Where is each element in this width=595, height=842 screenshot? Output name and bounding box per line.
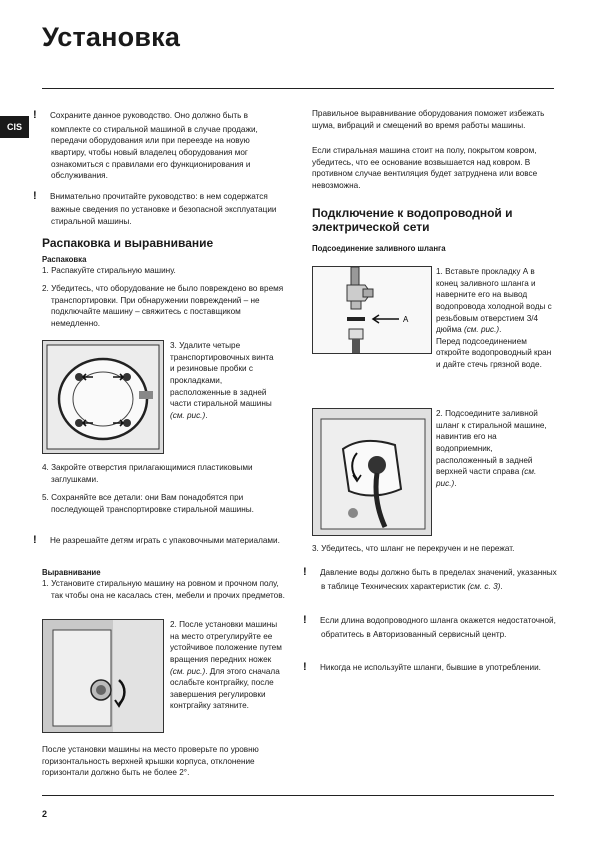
warning-used-hoses: ! Никогда не используйте шланги, бывшие в употреблении. [312, 660, 563, 676]
washer-foot-illustration [43, 620, 163, 732]
unpack-step-2: 2. Убедитесь, что оборудование не было повреждено во время транспортировки. При обнаружении повреждений – не подключайте машину – свяжитесь с поставщиком немедленно. [42, 284, 284, 328]
machine-inlet-illustration [313, 409, 431, 535]
hose-step-3: 3. Убедитесь, что шланг не перекручен и не пережат. [312, 544, 515, 553]
level-heading: Выравнивание [42, 568, 101, 577]
unpack-step-1: 1. Распакуйте стиральную машину. [42, 266, 176, 275]
warning-icon: ! [33, 534, 37, 546]
warning-icon: ! [33, 189, 37, 202]
language-tab: CIS [0, 116, 29, 138]
section-unpack-level: Распаковка и выравнивание [42, 236, 214, 250]
figure-transport-screws [42, 340, 164, 454]
level-step-2: 2. После установки машины на место отрегулируйте ее устойчивое положение путем вращения передних ножек (см. рис.). Для этого сначала ослабьте контргайку, после завершения регулировки контргайку затяните. [170, 620, 282, 711]
footer-rule [42, 795, 554, 796]
washer-a-label: A [403, 315, 409, 324]
unpack-step-3: 3. Удалите четыре транспортировочных винта и резиновые пробки с прокладками, расположенные в задней части стиральной машины (см. рис.). [170, 341, 274, 420]
tap-hose-illustration [313, 267, 431, 353]
level-intro-2: Если стиральная машина стоит на полу, покрытом ковром, убедитесь, что ее основание возвышается над ковром. В противном случае вентиляция будет затруднена или вовсе невозможна. [312, 146, 538, 190]
warning-water-pressure: ! Давление воды должно быть в пределах значений, указанных в таблице Технических характеристик (см. с. 3). [303, 566, 557, 591]
unpack-step-4: 4. Закройте отверстия прилагающимися пластиковыми заглушками. [42, 463, 253, 484]
warning-read-manual: ! Внимательно прочитайте руководство: в нем содержатся важные сведения по установке и безопасной эксплуатации стиральной машины. [33, 189, 277, 227]
page-title: Установка [42, 22, 181, 52]
level-intro-1: Правильное выравнивание оборудования поможет избежать шума, вибраций и смещений во время работы машины. [312, 109, 545, 130]
level-step-1: 1. Установите стиральную машину на ровном и прочном полу, так чтобы она не касалась стен, мебели и прочих предметов. [42, 579, 285, 600]
washer-back-illustration [43, 341, 163, 453]
unpack-heading: Распаковка [42, 255, 87, 264]
figure-adjust-feet [42, 619, 164, 733]
warning-children: ! Не разрешайте детям играть с упаковочными материалами. [42, 533, 291, 549]
page-number: 2 [42, 809, 48, 819]
section-water-connection: Подключение к водопроводной и электрической сети [312, 206, 513, 235]
inlet-hose-heading: Подсоединение заливного шланга [312, 244, 446, 253]
level-note: После установки машины на место проверьте по уровню горизонтальность верхней крышки корпуса, отклонение горизонтали должно быть не более 2°. [42, 745, 259, 778]
warning-icon: ! [33, 109, 37, 121]
hose-step-2: 2. Подсоедините заливной шланг к стиральной машине, навинтив его на водоприемник, расположенный в задней верхней части справа (см. рис.). [436, 409, 547, 488]
figure-hose-tap [312, 266, 432, 354]
figure-hose-machine [312, 408, 432, 536]
left-column [33, 108, 282, 228]
warning-keep-manual: ! Сохраните данное руководство. Оно должно быть в комплекте со стиральной машиной в случае продажи, передачи оборудования или при переезде на новую квартиру, чтобы новый владелец оборудования мог ознакомиться с правилами его функционирования и обслуживания. [33, 109, 258, 181]
warning-icon: ! [303, 614, 307, 626]
unpack-step-5: 5. Сохраняйте все детали: они Вам понадобятся при последующей транспортировке стиральной машины. [42, 493, 254, 514]
hose-step-1: 1. Вставьте прокладку А в конец заливного шланга и наверните его на вывод водопровода холодной воды с резьбовым отверстием 3/4 дюйма (см. рис.). Перед подсоединением откройте водопроводный кран и дайте стечь грязной воде. [436, 267, 552, 370]
warning-hose-length: ! Если длина водопроводного шланга окажется недостаточной, обратитесь в Авторизованный сервисный центр. [303, 614, 556, 639]
warning-icon: ! [303, 661, 307, 673]
warning-icon: ! [303, 566, 307, 578]
header-rule [42, 88, 554, 89]
